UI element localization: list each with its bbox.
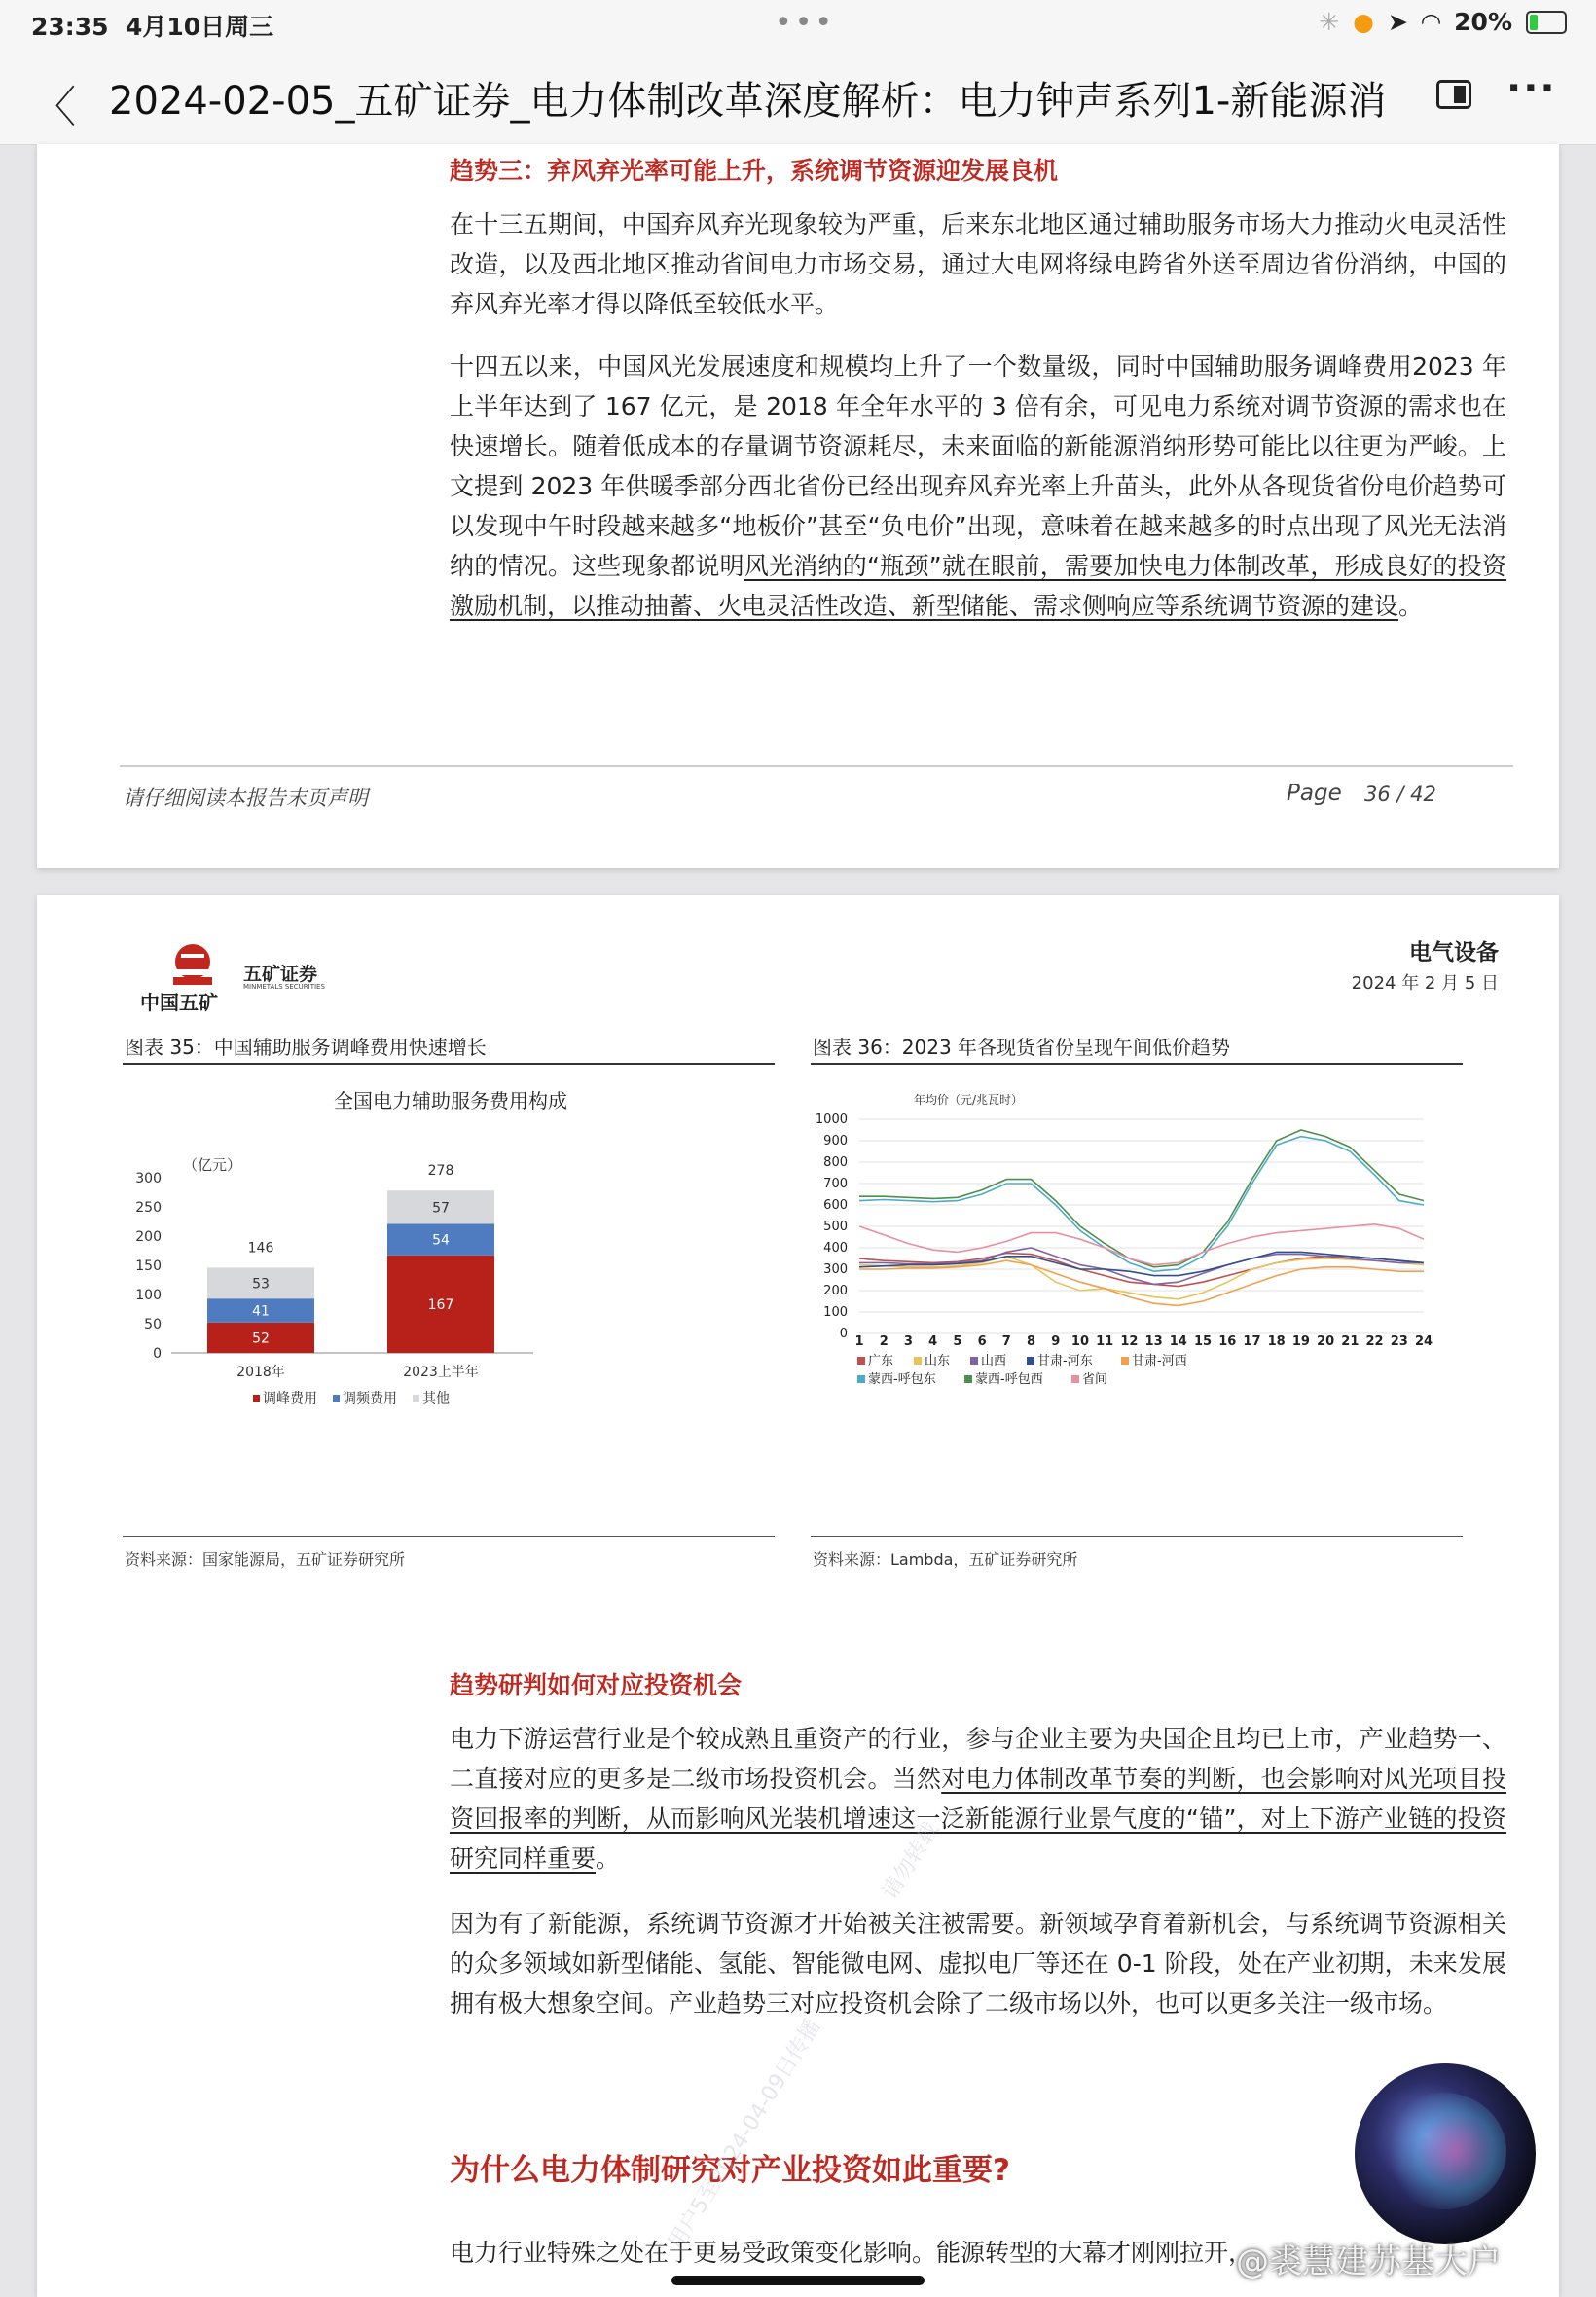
x-tick-label: 24 bbox=[1414, 1334, 1433, 1349]
legend-label: 蒙西-呼包西 bbox=[975, 1372, 1043, 1387]
chart-unit: （亿元） bbox=[183, 1156, 242, 1174]
category-label: 2023上半年 bbox=[403, 1365, 479, 1380]
x-tick-label: 1 bbox=[854, 1334, 864, 1349]
x-tick-label: 2 bbox=[879, 1334, 889, 1349]
y-tick-label: 150 bbox=[135, 1258, 162, 1274]
y-tick-label: 200 bbox=[135, 1229, 162, 1245]
location-icon: ➤ bbox=[1387, 8, 1408, 36]
watermark: 请勿转载 bbox=[878, 1818, 945, 1904]
figure-35-caption: 图表 35：中国辅助服务调峰费用快速增长 bbox=[125, 1036, 487, 1059]
figure-36-source: 资料来源：Lambda，五矿证券研究所 bbox=[813, 1550, 1078, 1569]
legend-label: 调频费用 bbox=[343, 1391, 397, 1406]
figure-36-caption: 图表 36：2023 年各现货省份呈现午间低价趋势 bbox=[813, 1036, 1231, 1059]
figure-35-bar-chart bbox=[125, 1071, 777, 1431]
legend-swatch bbox=[413, 1395, 419, 1402]
y-tick-label: 800 bbox=[823, 1155, 848, 1170]
figure-36-top-rule bbox=[811, 1063, 1463, 1065]
series-line bbox=[859, 1130, 1424, 1267]
x-tick-label: 9 bbox=[1051, 1334, 1061, 1349]
y-tick-label: 700 bbox=[823, 1177, 848, 1191]
document-title: 2024-02-05_五矿证券_电力体制改革深度解析：电力钟声系列1-新能源消 bbox=[109, 79, 1387, 124]
recording-dot-icon: ● bbox=[1353, 8, 1374, 36]
more-icon[interactable]: ··· bbox=[1506, 66, 1557, 111]
figure-35-source: 资料来源：国家能源局，五矿证券研究所 bbox=[125, 1550, 406, 1569]
bar-total-label: 146 bbox=[247, 1240, 274, 1257]
x-tick-label: 20 bbox=[1317, 1334, 1335, 1349]
home-indicator[interactable] bbox=[671, 2276, 925, 2285]
footer-page-number: 36 / 42 bbox=[1364, 783, 1436, 806]
y-tick-label: 250 bbox=[135, 1200, 162, 1216]
legend-swatch bbox=[964, 1375, 972, 1383]
bar-value-label: 52 bbox=[252, 1331, 270, 1347]
x-tick-label: 18 bbox=[1267, 1334, 1286, 1349]
y-tick-label: 300 bbox=[135, 1171, 162, 1186]
x-tick-label: 10 bbox=[1070, 1334, 1090, 1349]
x-tick-label: 14 bbox=[1169, 1334, 1187, 1349]
chart-ylabel: 年均价（元/兆瓦时） bbox=[914, 1093, 1024, 1107]
multitask-dots-icon[interactable]: ••• bbox=[775, 6, 836, 40]
legend-label: 蒙西-呼包东 bbox=[868, 1372, 936, 1387]
status-bar bbox=[0, 0, 1596, 51]
report-date: 2024 年 2 月 5 日 bbox=[1351, 973, 1499, 994]
legend-label: 其他 bbox=[422, 1391, 450, 1406]
legend-swatch bbox=[970, 1357, 978, 1365]
document-page-37 bbox=[37, 895, 1559, 2297]
section-why-heading: 为什么电力体制研究对产业投资如此重要? bbox=[450, 2153, 1010, 2188]
x-tick-label: 16 bbox=[1218, 1334, 1237, 1349]
underlined-text: 对电力体制改革节奏的判断，也会影响对风光项目投资回报率的判断，从而影响风光装机增速这一泛新能源行业景气度的“锚”，对上下游产业链的投资研究同样重要 bbox=[450, 1765, 1506, 1873]
x-tick-label: 23 bbox=[1390, 1334, 1408, 1349]
y-tick-label: 400 bbox=[823, 1241, 848, 1256]
legend-label: 调峰费用 bbox=[263, 1391, 317, 1406]
y-tick-label: 0 bbox=[153, 1346, 162, 1362]
legend-label: 山西 bbox=[981, 1354, 1007, 1368]
x-tick-label: 17 bbox=[1243, 1334, 1261, 1349]
figure-36-bottom-rule bbox=[811, 1536, 1463, 1537]
figure-35-top-rule bbox=[123, 1063, 775, 1065]
logo-en-text: MINMETALS SECURITIES bbox=[243, 983, 325, 991]
reader-view-icon[interactable] bbox=[1436, 80, 1471, 109]
y-tick-label: 300 bbox=[823, 1262, 848, 1277]
logo-company-name: 五矿证券 bbox=[243, 964, 318, 985]
legend-label: 省间 bbox=[1082, 1372, 1108, 1387]
legend-swatch bbox=[253, 1395, 260, 1402]
bar-value-label: 167 bbox=[427, 1296, 454, 1313]
bar-value-label: 54 bbox=[432, 1232, 450, 1249]
y-tick-label: 200 bbox=[823, 1284, 848, 1298]
x-tick-label: 19 bbox=[1291, 1334, 1310, 1349]
section-invest-heading: 趋势研判如何对应投资机会 bbox=[450, 1671, 743, 1699]
siri-orb-icon[interactable] bbox=[1355, 2063, 1536, 2244]
legend-swatch bbox=[1071, 1375, 1079, 1383]
category-label: 2018年 bbox=[236, 1365, 285, 1380]
bar-value-label: 41 bbox=[252, 1303, 270, 1320]
x-tick-label: 11 bbox=[1096, 1334, 1114, 1349]
legend-swatch bbox=[1027, 1357, 1034, 1365]
chart-title: 全国电力辅助服务费用构成 bbox=[334, 1089, 567, 1112]
legend-swatch bbox=[1121, 1357, 1129, 1365]
document-page-36 bbox=[37, 144, 1559, 868]
minmetals-logo-icon bbox=[163, 942, 222, 993]
legend-label: 广东 bbox=[868, 1354, 894, 1368]
footer-divider bbox=[120, 765, 1513, 767]
x-tick-label: 22 bbox=[1365, 1334, 1384, 1349]
brightness-icon: ✳ bbox=[1319, 8, 1340, 36]
legend-swatch bbox=[857, 1357, 865, 1365]
series-line bbox=[859, 1252, 1424, 1275]
nav-bar bbox=[0, 51, 1596, 145]
battery-percent: 20% bbox=[1454, 8, 1512, 36]
watermark: 用户5至2024-04-09日传播 bbox=[664, 2015, 826, 2254]
x-tick-label: 15 bbox=[1193, 1334, 1213, 1349]
x-tick-label: 21 bbox=[1341, 1334, 1360, 1349]
footer-disclaimer: 请仔细阅读本报告末页声明 bbox=[123, 786, 368, 810]
y-tick-label: 600 bbox=[823, 1198, 848, 1213]
bar-value-label: 53 bbox=[252, 1276, 270, 1293]
legend-swatch bbox=[333, 1395, 340, 1402]
y-tick-label: 1000 bbox=[815, 1112, 848, 1127]
y-tick-label: 100 bbox=[823, 1305, 848, 1320]
logo-cn-text: 中国五矿 bbox=[140, 991, 218, 1014]
trend3-heading: 趋势三：弃风弃光率可能上升，系统调节资源迎发展良机 bbox=[450, 157, 1059, 185]
y-tick-label: 100 bbox=[135, 1288, 162, 1303]
back-chevron-icon[interactable]: 〈 bbox=[33, 83, 76, 132]
x-tick-label: 4 bbox=[928, 1334, 938, 1349]
x-tick-label: 6 bbox=[977, 1334, 987, 1349]
bar-value-label: 57 bbox=[432, 1200, 450, 1217]
legend-label: 甘肃-河东 bbox=[1037, 1354, 1093, 1368]
sector-label: 电气设备 bbox=[1409, 940, 1499, 966]
battery-icon bbox=[1526, 11, 1567, 34]
x-tick-label: 5 bbox=[953, 1334, 962, 1349]
status-time: 23:35 4月10日周三 bbox=[31, 13, 274, 41]
trend3-paragraph-2: 十四五以来，中国风光发展速度和规模均上升了一个数量级，同时中国辅助服务调峰费用2023 年上半年达到了 167 亿元，是 2018 年全年水平的 3 倍有余，可见电力系统对调节资源的需求也在快速增长。随着低成本的存量调节资源耗尽，未来面临的新能源消纳形势可能比以往更为严峻。上文提到 2023 年供暖季部分西北省份已经出现弃风弃光率上升苗头，此外从各现货省份电价趋势可以发现中午时段越来越多“地板价”甚至“负电价”出现，意味着在越来越多的时点出现了风光无法消纳的情况。这些现象都说明风光消纳的“瓶颈”就在眼前，需要加快电力体制改革，形成良好的投资激励机制，以推动抽蓄、火电灵活性改造、新型储能、需求侧响应等系统调节资源的建设。 bbox=[450, 352, 1506, 620]
section-why-paragraph: 电力行业特殊之处在于更易受政策变化影响。能源转型的大幕才刚刚拉开， bbox=[450, 2239, 1253, 2267]
y-tick-label: 500 bbox=[823, 1220, 848, 1234]
section-invest-paragraph-1: 电力下游运营行业是个较成熟且重资产的行业，参与企业主要为央国企且均已上市，产业趋势一、二直接对应的更多是二级市场投资机会。当然对电力体制改革节奏的判断，也会影响对风光项目投资回报率的判断，从而影响风光装机增速这一泛新能源行业景气度的“锚”，对上下游产业链的投资研究同样重要。 bbox=[450, 1725, 1506, 1873]
y-tick-label: 900 bbox=[823, 1134, 848, 1148]
footer-page-label: Page bbox=[1287, 781, 1342, 806]
x-tick-label: 8 bbox=[1026, 1334, 1036, 1349]
legend-label: 山东 bbox=[925, 1354, 951, 1368]
x-tick-label: 3 bbox=[903, 1334, 913, 1349]
legend-swatch bbox=[914, 1357, 922, 1365]
y-tick-label: 50 bbox=[144, 1317, 162, 1332]
x-tick-label: 12 bbox=[1120, 1334, 1139, 1349]
figure-35-bottom-rule bbox=[123, 1536, 775, 1537]
wifi-icon: ◠ bbox=[1421, 8, 1441, 36]
figure-36-line-chart bbox=[813, 1071, 1465, 1431]
x-tick-label: 7 bbox=[1001, 1334, 1011, 1349]
legend-swatch bbox=[857, 1375, 865, 1383]
y-tick-label: 0 bbox=[839, 1327, 848, 1341]
bar-total-label: 278 bbox=[427, 1163, 454, 1180]
section-invest-paragraph-2: 因为有了新能源，系统调节资源才开始被关注被需要。新领域孕育着新机会，与系统调节资源相关的众多领域如新型储能、氢能、智能微电网、虚拟电厂等还在 0-1 阶段，处在产业初期，未来发展拥有极大想象空间。产业趋势三对应投资机会除了二级市场以外，也可以更多关注一级市场。 bbox=[450, 1910, 1506, 2018]
weibo-watermark: @裘慧建苏基大户 bbox=[1236, 2242, 1501, 2281]
underlined-text: 风光消纳的“瓶颈”就在眼前，需要加快电力体制改革，形成良好的投资激励机制，以推动抽蓄、火电灵活性改造、新型储能、需求侧响应等系统调节资源的建设 bbox=[450, 552, 1506, 620]
legend-label: 甘肃-河西 bbox=[1132, 1354, 1187, 1368]
trend3-paragraph-1: 在十三五期间，中国弃风弃光现象较为严重，后来东北地区通过辅助服务市场大力推动火电灵活性改造，以及西北地区推动省间电力市场交易，通过大电网将绿电跨省外送至周边省份消纳，中国的弃风弃光率才得以降低至较低水平。 bbox=[450, 210, 1506, 318]
status-right bbox=[1319, 8, 1567, 36]
x-tick-label: 13 bbox=[1144, 1334, 1163, 1349]
